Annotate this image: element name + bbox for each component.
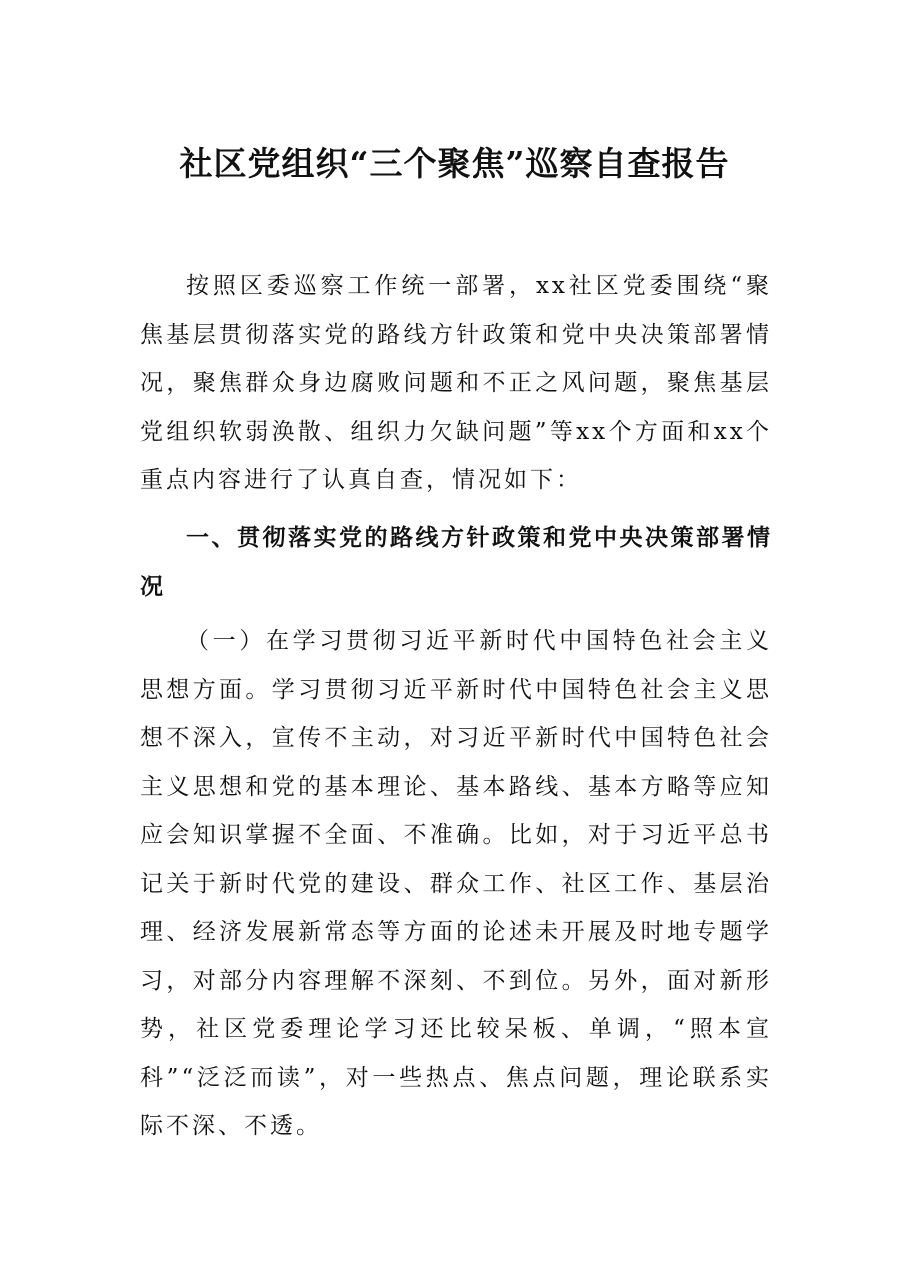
intro-paragraph: 按照区委巡察工作统一部署，xx社区党委围绕“聚焦基层贯彻落实党的路线方针政策和党中央决策部署情况，聚焦群众身边腐败问题和不正之风问题，聚焦基层党组织软弱涣散、组织力欠缺问题”等xx个方面和xx个重点内容进行了认真自查，情况如下： <box>140 273 772 493</box>
subsection-body: 学习贯彻习近平新时代中国特色社会主义思想不深入，宣传不主动，对习近平新时代中国特色社会主义思想和党的基本理论、基本路线、基本方略等应知应会知识掌握不全面、不准确。比如，对于习近平总书记关于新时代党的建设、群众工作、社区工作、基层治理、经济发展新常态等方面的论述未开展及时地专题学习，对部分内容理解不深刻、不到位。另外，面对新形势，社区党委理论学习还比较呆板、单调，“照本宣科”“泛泛而读”，对一些热点、焦点问题，理论联系实际不深、不透。 <box>140 676 773 1139</box>
document-title: 社区党组织“三个聚焦”巡察自查报告 <box>179 144 730 183</box>
subsection-paragraph <box>140 617 772 1151</box>
subsection-lead: （一）在学习贯彻习近平新时代中国特色社会主义思想方面。 <box>140 628 772 703</box>
section-heading: 一、贯彻落实党的路线方针政策和党中央决策部署情况 <box>140 525 772 600</box>
